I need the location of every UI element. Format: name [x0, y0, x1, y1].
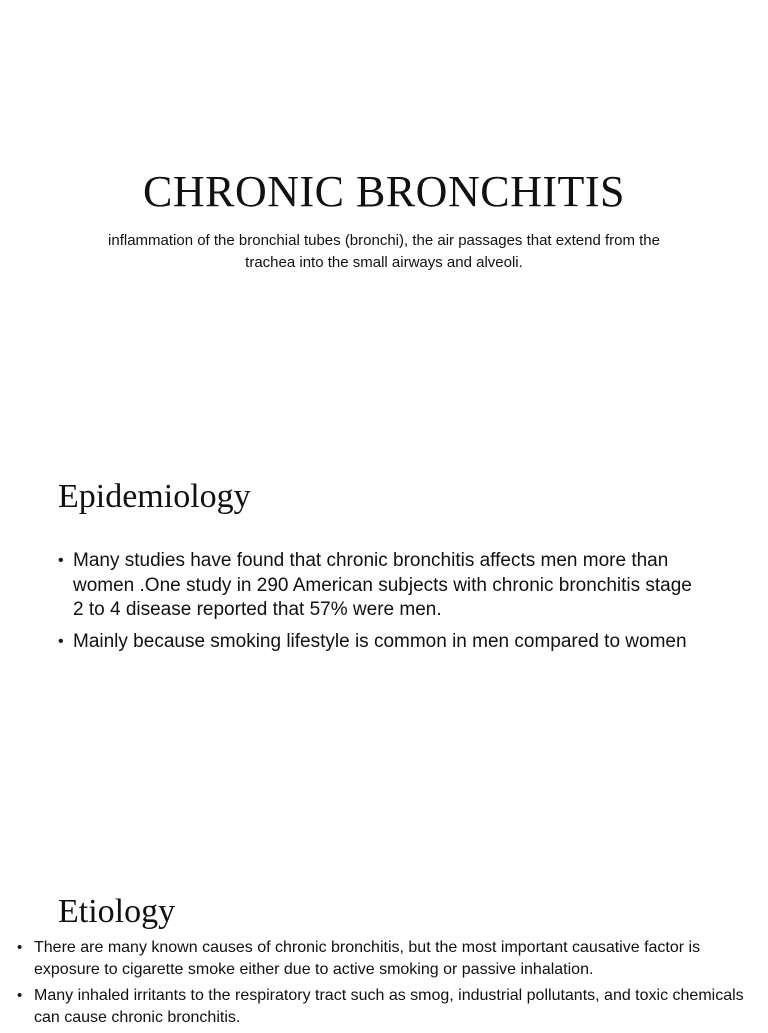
epidemiology-bullet-text: Mainly because smoking lifestyle is common in men compared to women	[73, 630, 687, 652]
etiology-bullet-text: Many inhaled irritants to the respiratory tract such as smog, industrial pollutants, and toxic chemicals can cause chronic bronchitis.	[34, 987, 744, 1026]
epidemiology-bullet-list	[58, 549, 698, 661]
bullet-icon: •	[17, 987, 23, 1004]
bullet-icon: •	[17, 939, 23, 956]
epidemiology-bullet-item	[58, 630, 698, 655]
etiology-bullet-text: There are many known causes of chronic bronchitis, but the most important causative factor is exposure to cigarette smoke either due to active smoking or passive inhalation.	[34, 939, 701, 978]
etiology-heading: Etiology	[58, 893, 176, 930]
etiology-bullet-list	[17, 937, 752, 1033]
epidemiology-heading: Epidemiology	[58, 478, 251, 515]
etiology-bullet-item	[17, 937, 752, 980]
slide-subtitle: inflammation of the bronchial tubes (bronchi), the air passages that extend from the trachea into the small airways and alveoli.	[108, 232, 660, 271]
bullet-icon: •	[58, 552, 64, 569]
bullet-icon: •	[58, 632, 64, 650]
epidemiology-bullet-item	[58, 549, 698, 623]
epidemiology-bullet-text: Many studies have found that chronic bronchitis affects men more than women .One study in 290 American subjects with chronic bronchitis stage 2 to 4 disease reported that 57% were men.	[73, 550, 692, 620]
etiology-bullet-item	[17, 985, 752, 1028]
slide-title: CHRONIC BRONCHITIS	[142, 167, 626, 216]
